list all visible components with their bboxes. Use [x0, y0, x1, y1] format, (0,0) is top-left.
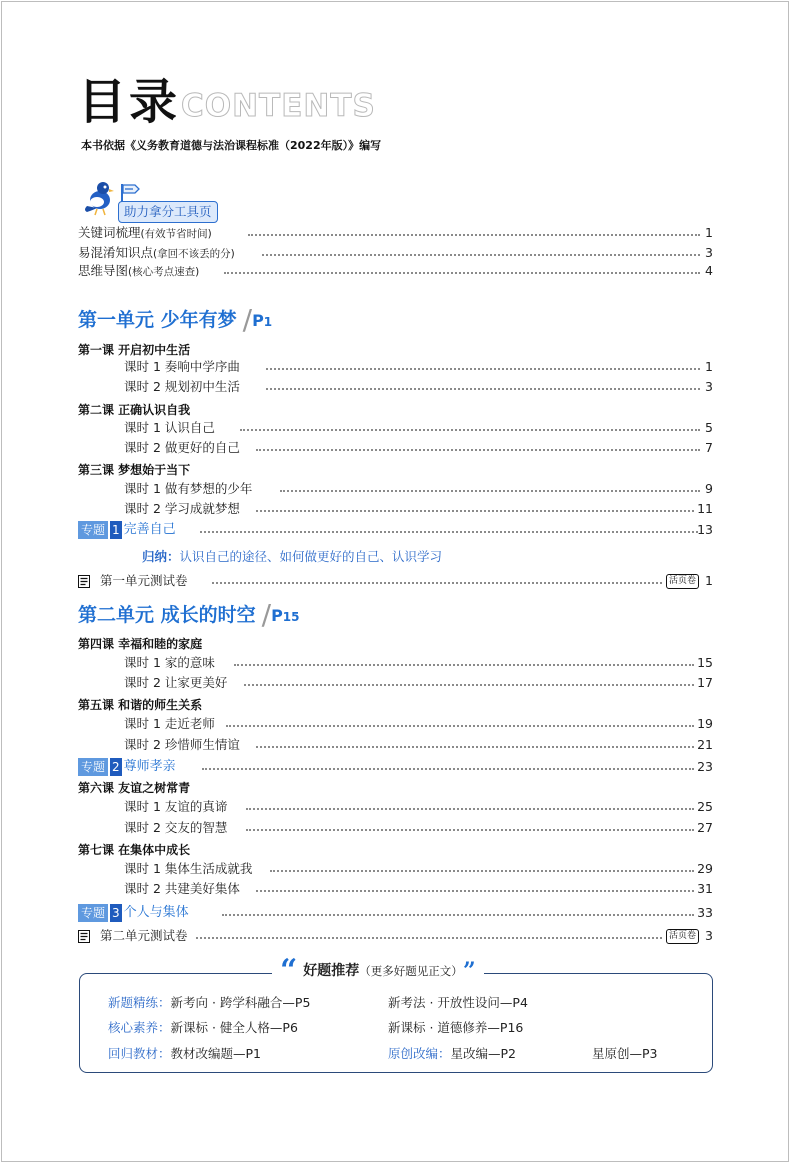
period-row[interactable] [0, 357, 790, 377]
period-row[interactable] [0, 673, 790, 693]
toc-label-note: (拿回不该丢的分) [153, 248, 235, 260]
test-paper-icon [78, 930, 90, 943]
period-row[interactable] [0, 438, 790, 458]
period-label: 课时 1 集体生活成就我 [124, 861, 253, 876]
period-label: 课时 1 做有梦想的少年 [124, 481, 253, 496]
open-quote-icon: “ [280, 953, 298, 988]
dot-leader [248, 234, 700, 236]
recommend-item[interactable]: 新课标 · 道德修养—P16 [388, 1020, 524, 1035]
lesson-title[interactable]: 第七课 在集体中成长 [78, 843, 191, 857]
dot-leader [256, 510, 694, 512]
summary-line [142, 547, 442, 567]
period-row[interactable] [0, 479, 790, 499]
topic-row[interactable] [0, 757, 790, 777]
loose-leaf-badge: 活页卷 [666, 929, 699, 944]
period-row[interactable] [0, 418, 790, 438]
page-number: 25 [697, 799, 713, 814]
unit-title-text: 第二单元 成长的时空 [78, 604, 256, 626]
topic-number: 3 [112, 906, 120, 920]
topic-row[interactable] [0, 903, 790, 923]
dot-leader [244, 684, 694, 686]
recommend-item[interactable]: 原创改编：星改编—P2 [388, 1046, 517, 1061]
toc-row-keywords[interactable] [0, 223, 790, 243]
page-number: 17 [697, 675, 713, 690]
test-paper-icon [78, 575, 90, 588]
period-row[interactable] [0, 859, 790, 879]
unit1-title[interactable] [78, 305, 272, 335]
toc-label-text: 关键词梳理 [78, 225, 141, 240]
dot-leader [246, 808, 694, 810]
recommend-item[interactable]: 新题精练：新考向 · 跨学科融合—P5 [108, 995, 311, 1010]
page-number: 3 [705, 245, 713, 260]
dot-leader [266, 368, 700, 370]
test-label: 第一单元测试卷 [100, 573, 188, 588]
period-label: 课时 2 珍惜师生情谊 [124, 737, 240, 752]
page-number: 9 [705, 481, 713, 496]
period-label: 课时 2 学习成就梦想 [124, 501, 240, 516]
slash-icon: / [242, 303, 253, 336]
dot-leader [256, 890, 694, 892]
page-number: 19 [697, 716, 713, 731]
recommend-item[interactable]: 核心素养：新课标 · 健全人格—P6 [108, 1020, 298, 1035]
page-number: 15 [697, 655, 713, 670]
lesson-title[interactable]: 第二课 正确认识自我 [78, 403, 191, 417]
dot-leader [256, 449, 700, 451]
dot-leader [270, 870, 694, 872]
unit-page: P1 [252, 311, 273, 330]
period-label: 课时 2 共建美好集体 [124, 881, 240, 896]
page-number: 3 [705, 379, 713, 394]
period-row[interactable] [0, 714, 790, 734]
topic-title: 尊师孝亲 [123, 759, 176, 774]
topic-row[interactable] [0, 520, 790, 540]
page-number: 21 [697, 737, 713, 752]
topic-title: 完善自己 [123, 522, 176, 537]
page-number: 11 [697, 501, 713, 516]
dot-leader [212, 582, 662, 584]
test-label: 第二单元测试卷 [100, 928, 188, 943]
page-number: 13 [697, 522, 713, 537]
period-row[interactable] [0, 377, 790, 397]
dot-leader [256, 746, 694, 748]
page-number: 31 [697, 881, 713, 896]
unit2-title[interactable] [78, 600, 300, 630]
topic-chip [78, 758, 176, 776]
page-number: 7 [705, 440, 713, 455]
period-row[interactable] [0, 735, 790, 755]
period-label: 课时 1 走近老师 [124, 716, 215, 731]
topic-word: 专题 [78, 521, 108, 539]
tools-tag: 助力拿分工具页 [118, 201, 218, 223]
period-label: 课时 2 做更好的自己 [124, 440, 240, 455]
unit-page: P15 [271, 606, 300, 625]
lesson-title[interactable]: 第六课 友谊之树常青 [78, 781, 191, 795]
dot-leader [222, 914, 694, 916]
recommend-item[interactable]: 新考法 · 开放性设问—P4 [388, 995, 528, 1010]
toc-label-text: 易混淆知识点 [78, 245, 154, 260]
period-row[interactable] [0, 499, 790, 519]
unit-title-text: 第一单元 少年有梦 [78, 309, 237, 331]
topic-chip [78, 521, 176, 539]
dot-leader [266, 388, 700, 390]
period-label: 课时 1 友谊的真谛 [124, 799, 228, 814]
period-label: 课时 1 奏响中学序曲 [124, 359, 240, 374]
page-number: 5 [705, 420, 713, 435]
toc-row-mindmap[interactable] [0, 261, 790, 281]
page-title: 目录 [78, 74, 181, 130]
period-row[interactable] [0, 653, 790, 673]
toc-label [78, 223, 212, 244]
toc-label-note: (核心考点速查) [128, 266, 200, 278]
recommend-header [272, 953, 484, 988]
dot-leader [234, 664, 694, 666]
close-quote-icon: ” [463, 958, 476, 984]
page-number: 27 [697, 820, 713, 835]
dot-leader [224, 272, 700, 274]
page-number: 23 [697, 759, 713, 774]
lesson-title[interactable]: 第一课 开启初中生活 [78, 343, 191, 357]
slash-icon: / [261, 598, 272, 631]
topic-word: 专题 [78, 758, 108, 776]
topic-chip [78, 904, 189, 922]
page-subtitle: 本书依据《义务教育道德与法治课程标准（2022年版）》编写 [81, 139, 382, 152]
dot-leader [280, 490, 700, 492]
summary-label: 归纳： [142, 549, 180, 564]
dot-leader [202, 768, 694, 770]
period-row[interactable] [0, 879, 790, 899]
dot-leader [226, 725, 694, 727]
period-label: 课时 1 家的意味 [124, 655, 215, 670]
recommend-title: 好题推荐 [303, 963, 360, 979]
page-number: 29 [697, 861, 713, 876]
dot-leader [196, 937, 662, 939]
test-row[interactable] [0, 571, 790, 591]
page-number: 4 [705, 263, 713, 278]
toc-label-text: 思维导图 [78, 263, 129, 278]
topic-number: 2 [112, 760, 120, 774]
page-number: 1 [705, 225, 713, 240]
topic-number: 1 [112, 523, 120, 537]
dot-leader [200, 531, 698, 533]
lesson-title[interactable]: 第四课 幸福和睦的家庭 [78, 637, 203, 651]
recommend-item[interactable]: 星原创—P3 [592, 1046, 658, 1061]
period-row[interactable] [0, 818, 790, 838]
page-number: 1 [705, 573, 713, 588]
test-row[interactable] [0, 926, 790, 946]
dot-leader [262, 254, 700, 256]
toc-label [78, 261, 199, 282]
dot-leader [246, 829, 694, 831]
dot-leader [240, 429, 700, 431]
lesson-title[interactable]: 第三课 梦想始于当下 [78, 463, 191, 477]
toc-row-confusing[interactable] [0, 243, 790, 263]
page-number: 1 [705, 359, 713, 374]
loose-leaf-badge: 活页卷 [666, 574, 699, 589]
page-number: 33 [697, 905, 713, 920]
period-label: 课时 2 让家更美好 [124, 675, 228, 690]
recommend-item[interactable]: 回归教材：教材改编题—P1 [108, 1046, 262, 1061]
page-number: 3 [705, 928, 713, 943]
toc-label-note: (有效节省时间) [140, 228, 212, 240]
period-label: 课时 2 规划初中生活 [124, 379, 240, 394]
period-label: 课时 2 交友的智慧 [124, 820, 228, 835]
topic-title: 个人与集体 [123, 905, 189, 920]
summary-text: 认识自己的途径、如何做更好的自己、认识学习 [179, 549, 443, 564]
recommend-note: （更多好题见正文） [359, 964, 458, 978]
period-row[interactable] [0, 797, 790, 817]
lesson-title[interactable]: 第五课 和谐的师生关系 [78, 698, 203, 712]
topic-word: 专题 [78, 904, 108, 922]
period-label: 课时 1 认识自己 [124, 420, 215, 435]
page-title-en: CONTENTS [181, 88, 376, 124]
